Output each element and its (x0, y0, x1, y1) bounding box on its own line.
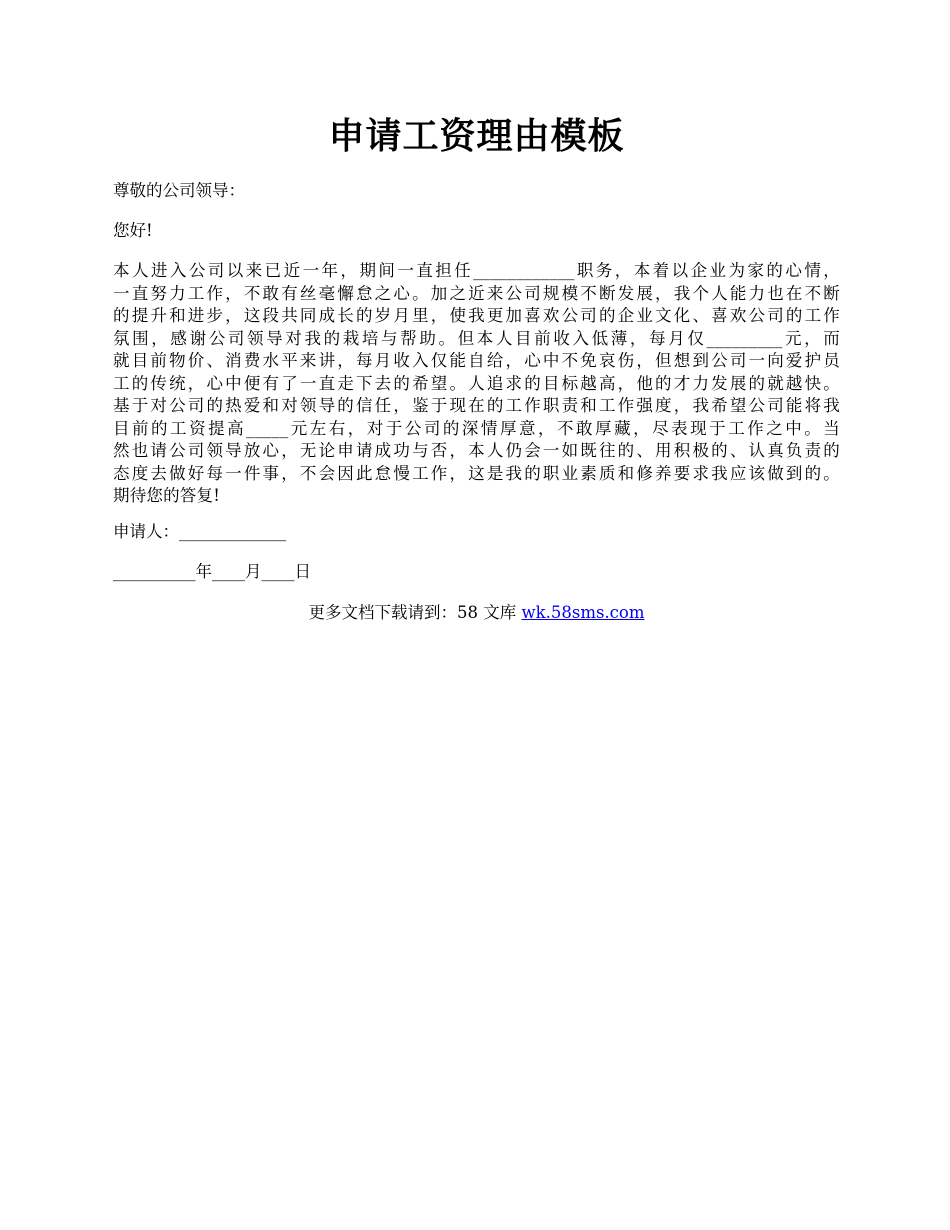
footer (113, 602, 840, 624)
body-line: 的提升和进步，这段共同成长的岁月里，使我更加喜欢公司的企业文化、喜欢公司的工作 (113, 306, 840, 325)
footer-link[interactable]: wk.58sms.com (521, 603, 645, 622)
body-line: 态度去做好每一件事，不会因此怠慢工作，这是我的职业素质和修养要求我应该做到的。 (113, 463, 840, 483)
body-line: 本人进入公司以来已近一年，期间一直担任____________职务，本着以企业为家的心情， (113, 261, 840, 280)
body-line: 然也请公司领导放心，无论申请成功与否，本人仍会一如既往的、用积极的、认真负责的 (113, 441, 840, 460)
salutation: 尊敬的公司领导： (113, 181, 245, 200)
body-line: 一直努力工作，不敢有丝毫懈怠之心。加之近来公司规模不断发展，我个人能力也在不断 (113, 283, 840, 303)
body-paragraph (113, 260, 840, 508)
body-line: 工的传统，心中便有了一直走下去的希望。人追求的目标越高，他的才力发展的就越快。 (113, 373, 840, 393)
body-line: 期待您的答复! (113, 486, 221, 505)
date-line: __________年____月____日 (113, 562, 311, 581)
body-line: 就目前物价、消费水平来讲，每月收入仅能自给，心中不免哀伤，但想到公司一向爱护员 (113, 351, 840, 370)
body-line: 基于对公司的热爱和对领导的信任，鉴于现在的工作职责和工作强度，我希望公司能将我 (113, 396, 840, 415)
applicant-line: 申请人：_____________ (113, 522, 287, 541)
body-line: 目前的工资提高_____元左右，对于公司的深情厚意，不敢厚藏，尽表现于工作之中。当 (113, 418, 840, 438)
footer-prefix: 更多文档下载请到：58 文库 (308, 603, 522, 622)
greeting: 您好! (113, 221, 153, 240)
body-line: 氛围，感谢公司领导对我的栽培与帮助。但本人目前收入低薄，每月仅_________元，而 (113, 328, 840, 348)
document-title: 申请工资理由模板 (328, 115, 625, 157)
